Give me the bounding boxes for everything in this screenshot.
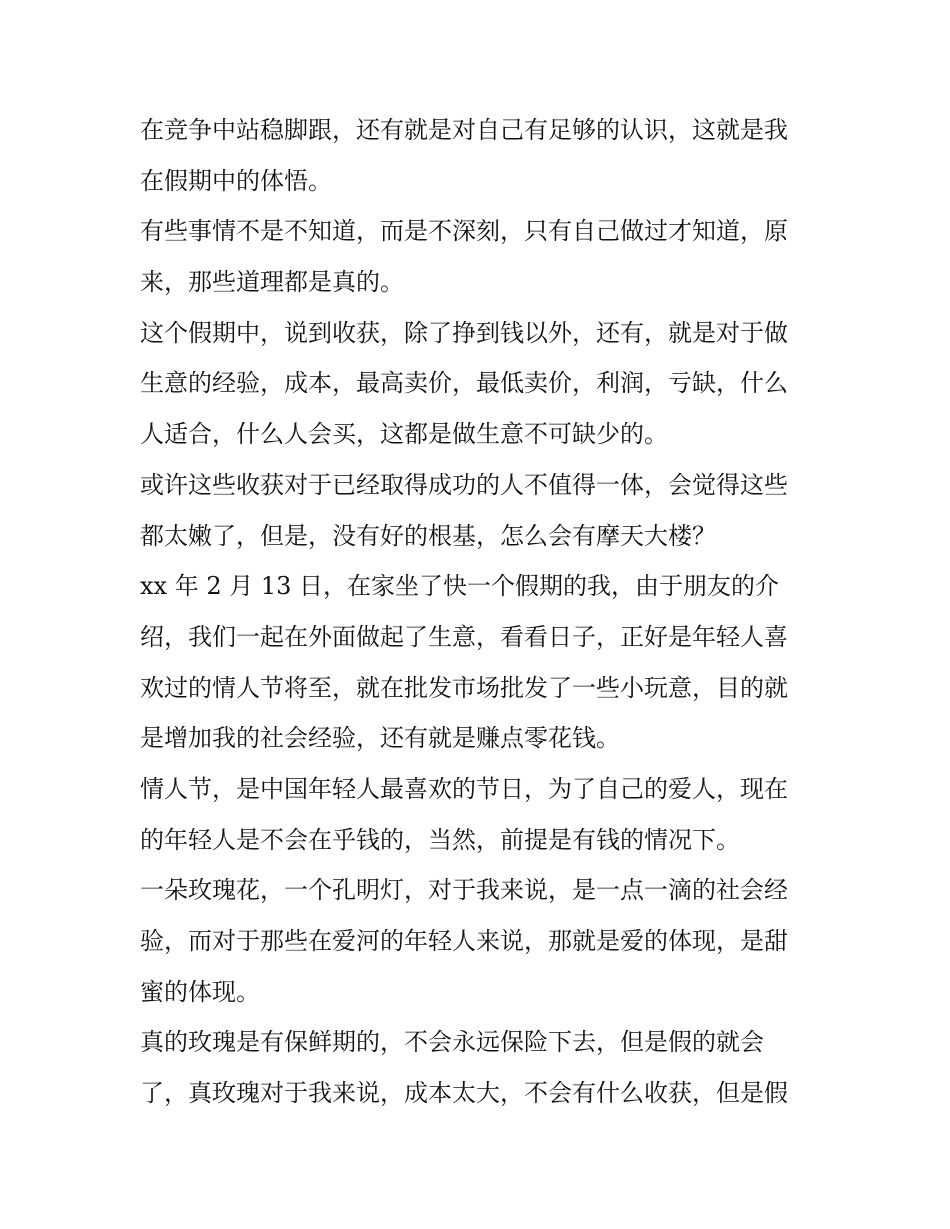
text-line: 蜜的体现。 [140,977,260,1006]
text-line: 欢过的情人节将至，就在批发市场批发了一些小玩意，目的就 [140,673,788,702]
text-line: 一朵玫瑰花，一个孔明灯，对于我来说，是一点一滴的社会经 [140,876,788,905]
text-line: 有些事情不是不知道，而是不深刻，只有自己做过才知道，原 [140,217,788,246]
text-line: 真的玫瑰是有保鲜期的，不会永远保险下去，但是假的就会 [140,1028,764,1057]
text-line: 都太嫩了，但是，没有好的根基，怎么会有摩天大楼？ [140,521,716,550]
text-line: 人适合，什么人会买，这都是做生意不可缺少的。 [140,420,668,449]
body-text [140,105,820,1119]
text-line: 情人节，是中国年轻人最喜欢的节日，为了自己的爱人，现在 [140,774,788,803]
text-line: 了，真玫瑰对于我来说，成本太大，不会有什么收获，但是假 [140,1079,788,1108]
text-line: 的年轻人是不会在乎钱的，当然，前提是有钱的情况下。 [140,825,740,854]
text-line: 验，而对于那些在爱河的年轻人来说，那就是爱的体现，是甜 [140,927,788,955]
text-line: 这个假期中，说到收获，除了挣到钱以外，还有，就是对于做 [140,318,788,347]
text-line: 在竞争中站稳脚跟，还有就是对自己有足够的认识，这就是我 [140,116,788,144]
text-line: 或许这些收获对于已经取得成功的人不值得一体，会觉得这些 [140,470,788,499]
text-line: 来，那些道理都是真的。 [140,268,404,297]
text-line: 绍，我们一起在外面做起了生意，看看日子，正好是年轻人喜 [140,622,788,651]
text-line: xx 年 2 月 13 日，在家坐了快一个假期的我，由于朋友的介 [140,572,780,601]
text-line: 生意的经验，成本，最高卖价，最低卖价，利润，亏缺，什么 [140,369,788,398]
text-line: 在假期中的体悟。 [140,166,332,195]
text-line: 是增加我的社会经验，还有就是赚点零花钱。 [140,724,620,753]
